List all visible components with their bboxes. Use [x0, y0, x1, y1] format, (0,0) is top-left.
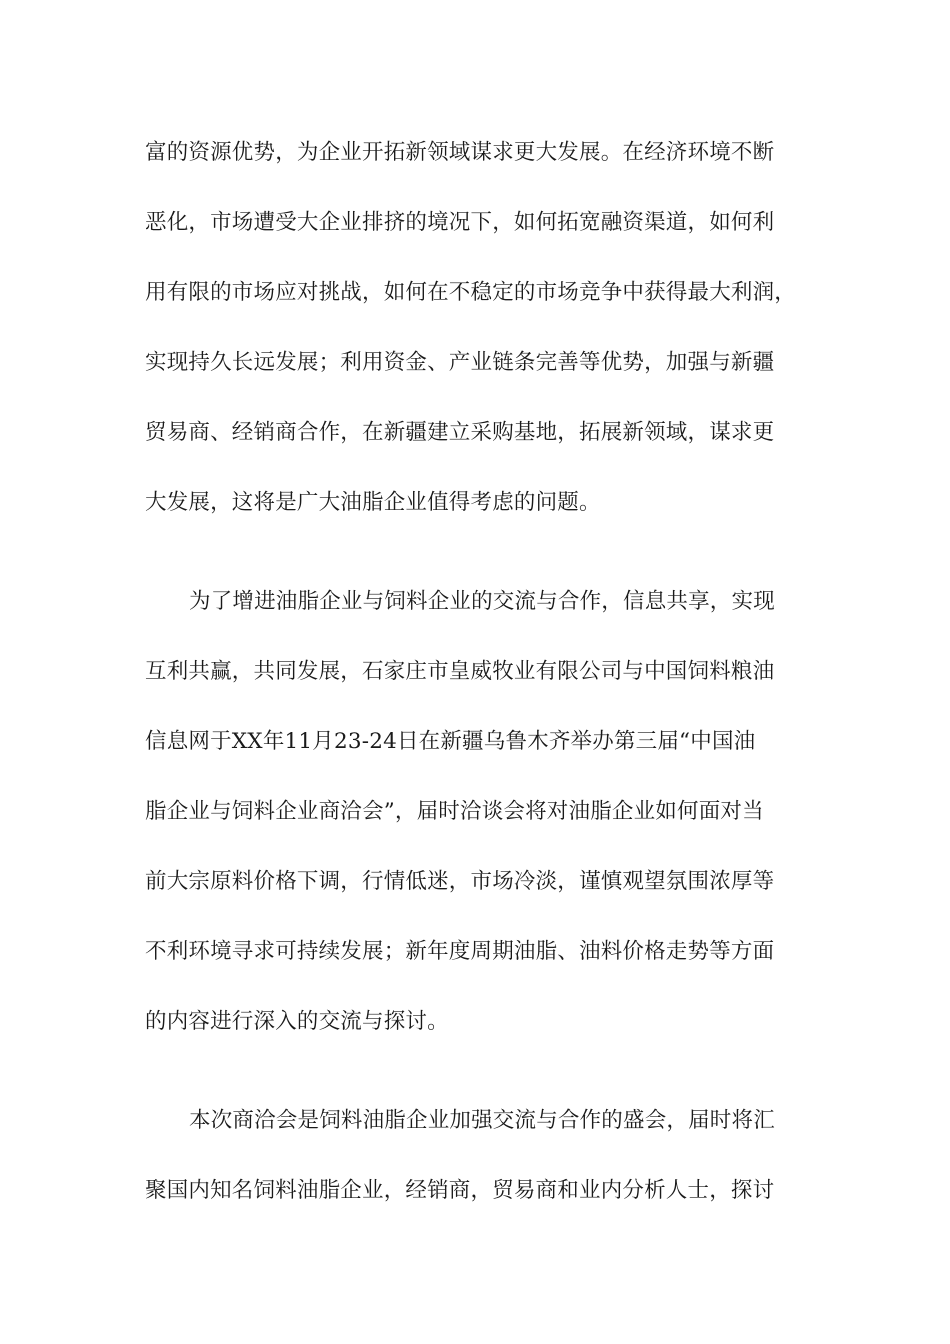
text-line: 贸易商、经销商合作，在新疆建立采购基地，拓展新领域，谋求更 — [145, 420, 775, 445]
text-line: 聚国内知名饲料油脂企业，经销商，贸易商和业内分析人士，探讨 — [145, 1178, 775, 1203]
paragraph-first-line: 本次商洽会是饲料油脂企业加强交流与合作的盛会，届时将汇 — [189, 1108, 775, 1133]
text-line: 前大宗原料价格下调，行情低迷，市场冷淡，谨慎观望氛围浓厚等 — [145, 869, 775, 894]
text-line: 不利环境寻求可持续发展；新年度周期油脂、油料价格走势等方面 — [145, 939, 775, 964]
text-line: 大发展，这将是广大油脂企业值得考虑的问题。 — [145, 490, 601, 515]
text-line: 用有限的市场应对挑战，如何在不稳定的市场竞争中获得最大利润， — [145, 280, 797, 305]
text-line: 恶化，市场遭受大企业排挤的境况下，如何拓宽融资渠道，如何利 — [145, 210, 775, 235]
paragraph-first-line: 为了增进油脂企业与饲料企业的交流与合作，信息共享，实现 — [189, 589, 775, 614]
text-line: 富的资源优势，为企业开拓新领域谋求更大发展。在经济环境不断 — [145, 140, 775, 165]
text-line: 的内容进行深入的交流与探讨。 — [145, 1009, 449, 1034]
text-line: 脂企业与饲料企业商洽会”，届时洽谈会将对油脂企业如何面对当 — [145, 799, 764, 824]
text-line: 信息网于XX年11月23-24日在新疆乌鲁木齐举办第三届“中国油 — [145, 729, 756, 754]
text-line: 互利共赢，共同发展，石家庄市皇威牧业有限公司与中国饲料粮油 — [145, 659, 775, 684]
text-line: 实现持久长远发展；利用资金、产业链条完善等优势，加强与新疆 — [145, 350, 775, 375]
